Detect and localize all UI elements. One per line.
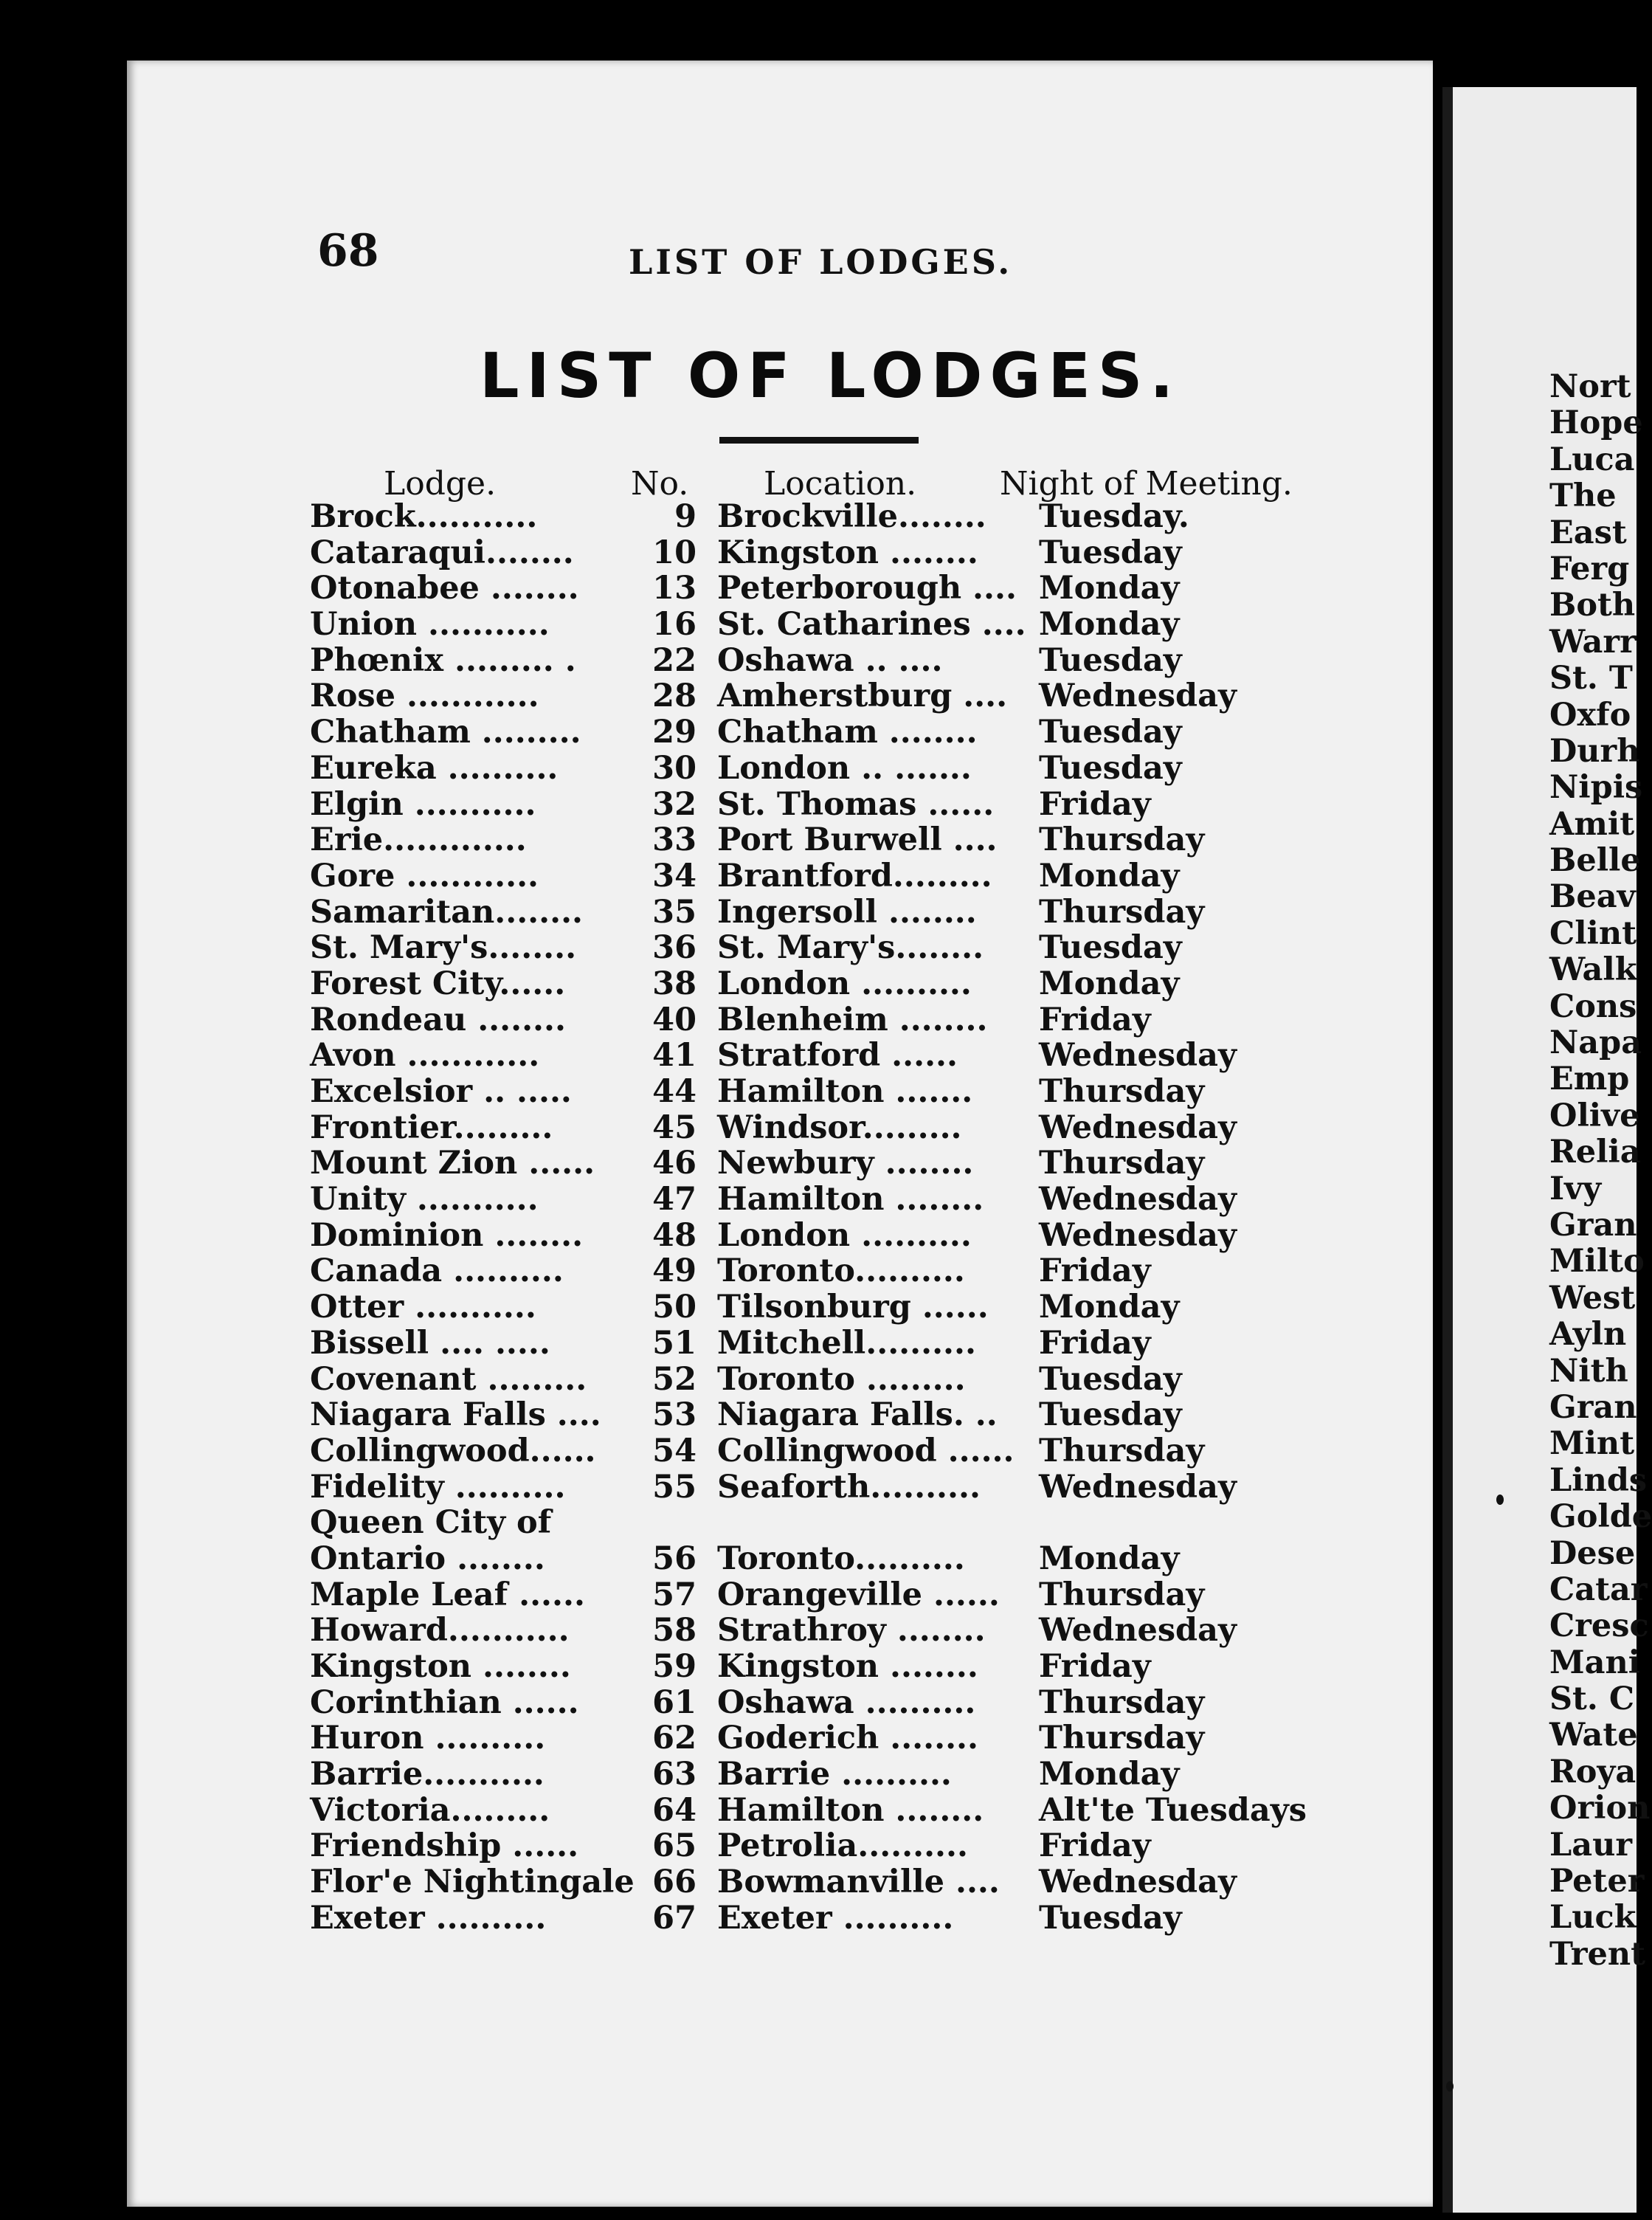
lodge-night: Friday: [1039, 1324, 1151, 1362]
title-rule: [719, 437, 919, 444]
lodge-night: Friday: [1039, 785, 1151, 823]
table-row: [0, 1002, 1433, 1038]
table-row: [0, 751, 1433, 787]
lodge-name: St. Mary's........: [310, 929, 577, 967]
lodge-night: Friday: [1039, 1648, 1151, 1686]
lodge-location: Newbury ........: [717, 1145, 974, 1182]
list-item: Catar: [1549, 1571, 1648, 1608]
lodge-name: Chatham .........: [310, 714, 581, 751]
lodge-name: Bissell .... .....: [310, 1324, 550, 1362]
lodge-night: Monday: [1039, 570, 1180, 607]
list-item: Cresc: [1549, 1607, 1649, 1645]
lodge-name: Dominion ........: [310, 1216, 584, 1254]
lodge-night: Monday: [1039, 1756, 1180, 1793]
lodge-name: Exeter ..........: [310, 1899, 547, 1937]
lodge-number: 61: [652, 1683, 697, 1721]
lodge-name: Excelsior .. .....: [310, 1073, 572, 1110]
lodge-name: Howard...........: [310, 1612, 570, 1650]
lodge-location: Chatham ........: [717, 714, 978, 751]
lodge-location: Hamilton .......: [717, 1073, 973, 1110]
lodge-name: Cataraqui........: [310, 534, 574, 571]
list-item: Ferg: [1549, 550, 1630, 587]
list-item: Napa: [1549, 1024, 1642, 1062]
lodge-name: Corinthian ......: [310, 1683, 579, 1721]
lodge-night: Tuesday.: [1039, 498, 1189, 535]
lodge-name: Barrie...........: [310, 1756, 545, 1793]
list-item: Relia: [1549, 1134, 1641, 1171]
lodge-night: Tuesday: [1039, 1899, 1182, 1937]
lodge-location: Brockville........: [717, 498, 986, 535]
table-row: [0, 1326, 1433, 1362]
table-row: [0, 1613, 1433, 1649]
lodge-location: Toronto .........: [717, 1360, 966, 1398]
lodge-night: Thursday: [1039, 821, 1205, 859]
lodge-name: Covenant .........: [310, 1360, 587, 1398]
list-item: Nort: [1549, 368, 1631, 405]
lodge-location: St. Mary's........: [717, 929, 984, 967]
ink-speck: [1496, 1495, 1504, 1505]
list-item: Nipis: [1549, 769, 1643, 807]
list-item: Peter: [1549, 1863, 1645, 1900]
ink-speck: [1446, 2081, 1454, 2092]
lodge-night: Tuesday: [1039, 929, 1182, 967]
lodge-night: Thursday: [1039, 1683, 1205, 1721]
list-item: Warr: [1549, 623, 1637, 661]
lodge-location: Oshawa ..........: [717, 1683, 976, 1721]
table-row: [0, 1469, 1433, 1506]
lodge-night: Wednesday: [1039, 678, 1237, 715]
lodge-name: Phœnix ......... .: [310, 641, 576, 679]
table-row: [0, 1038, 1433, 1074]
lodge-number: 13: [652, 570, 697, 607]
lodge-number: 65: [652, 1827, 697, 1865]
lodge-night: Wednesday: [1039, 1864, 1237, 1901]
lodge-name: Friendship ......: [310, 1827, 579, 1865]
lodge-number: 63: [652, 1756, 697, 1793]
lodge-number: 16: [652, 606, 697, 644]
lodge-number: 33: [652, 821, 697, 859]
lodge-number: 36: [652, 929, 697, 967]
list-item: Gran: [1549, 1206, 1637, 1244]
lodge-name: Mount Zion ......: [310, 1145, 595, 1182]
table-row: [0, 1110, 1433, 1146]
table-row: [0, 643, 1433, 679]
lodge-name: Otonabee ........: [310, 570, 579, 607]
list-item: Dese: [1549, 1534, 1636, 1572]
lodge-name: Elgin ...........: [310, 785, 536, 823]
lodge-number: 48: [652, 1216, 697, 1254]
table-row: [0, 535, 1433, 571]
facing-page-list: [1549, 369, 1652, 1973]
lodge-number: 45: [652, 1109, 697, 1146]
table-row: [0, 1864, 1433, 1900]
list-item: Golde: [1549, 1498, 1652, 1536]
lodge-number: 22: [652, 641, 697, 679]
lodge-location: Hamilton ........: [717, 1791, 984, 1829]
lodge-name: Gore ............: [310, 857, 539, 894]
list-item: Hope: [1549, 404, 1643, 442]
lodge-name: Rondeau ........: [310, 1001, 566, 1038]
lodge-location: St. Catharines ....: [717, 606, 1026, 644]
header-lodge: Lodge.: [384, 465, 497, 503]
lodge-location: London ..........: [717, 965, 972, 1002]
table-row: [0, 1253, 1433, 1289]
lodge-location: Collingwood ......: [717, 1432, 1015, 1469]
lodge-number: 41: [652, 1037, 697, 1075]
lodge-name: Erie.............: [310, 821, 527, 859]
list-item: Oxfo: [1549, 696, 1631, 734]
lodge-number: 32: [652, 785, 697, 823]
table-row: [0, 1362, 1433, 1398]
list-item: West: [1549, 1279, 1636, 1317]
list-item: Clint: [1549, 914, 1637, 952]
lodge-night: Tuesday: [1039, 714, 1182, 751]
list-item: Cons: [1549, 987, 1637, 1025]
lodge-location: Exeter ..........: [717, 1899, 954, 1937]
table-row: [0, 1505, 1433, 1576]
lodge-night: Monday: [1039, 857, 1180, 894]
page-title: LIST OF LODGES.: [480, 339, 1181, 412]
lodge-location: Tilsonburg ......: [717, 1289, 989, 1326]
lodge-name: Kingston ........: [310, 1648, 571, 1686]
lodge-location: Petrolia..........: [717, 1827, 968, 1865]
lodge-number: 67: [652, 1899, 697, 1937]
lodge-night: Monday: [1039, 1540, 1180, 1577]
table-row: [0, 1757, 1433, 1793]
list-item: Milto: [1549, 1243, 1645, 1280]
lodge-location: Strathroy ........: [717, 1612, 986, 1650]
lodge-night: Tuesday: [1039, 534, 1182, 571]
header-location: Location.: [764, 465, 917, 503]
lodge-night: Thursday: [1039, 893, 1205, 931]
table-row: [0, 1649, 1433, 1685]
lodge-night: Monday: [1039, 1289, 1180, 1326]
lodge-night: Wednesday: [1039, 1109, 1237, 1146]
table-row: [0, 1182, 1433, 1218]
lodge-number: 9: [674, 498, 697, 535]
lodge-location: Ingersoll ........: [717, 893, 977, 931]
lodge-night: Friday: [1039, 1827, 1151, 1865]
table-row: [0, 1577, 1433, 1613]
lodge-night: Tuesday: [1039, 1360, 1182, 1398]
lodge-location: Orangeville ......: [717, 1576, 1000, 1613]
lodge-location: Port Burwell ....: [717, 821, 998, 859]
list-item: Nith: [1549, 1352, 1628, 1390]
list-item: Walk: [1549, 951, 1637, 989]
table-row: [0, 1145, 1433, 1182]
lodge-location: Seaforth..........: [717, 1468, 981, 1506]
page-number: 68: [317, 225, 379, 277]
lodge-name: Maple Leaf ......: [310, 1576, 585, 1613]
lodge-location: Barrie ..........: [717, 1756, 952, 1793]
lodge-night: Thursday: [1039, 1073, 1205, 1110]
lodge-name: Huron ..........: [310, 1720, 546, 1757]
lodge-name: Fidelity ..........: [310, 1468, 566, 1506]
table-row: [0, 1900, 1433, 1937]
table-row: [0, 822, 1433, 858]
list-item: Trent: [1549, 1935, 1646, 1973]
list-item: The: [1549, 478, 1617, 515]
lodge-name: Unity ...........: [310, 1181, 539, 1218]
lodge-location: Toronto..........: [717, 1540, 965, 1577]
lodge-number: 38: [652, 965, 697, 1002]
lodge-number: 30: [652, 749, 697, 787]
list-item: Ayln: [1549, 1316, 1627, 1354]
lodge-night: Wednesday: [1039, 1216, 1237, 1254]
lodge-night: Wednesday: [1039, 1037, 1237, 1075]
list-item: Linds: [1549, 1461, 1648, 1499]
table-row: [0, 894, 1433, 931]
table-row: [0, 678, 1433, 714]
lodge-number: 46: [652, 1145, 697, 1182]
lodge-night: Thursday: [1039, 1432, 1205, 1469]
lodge-night: Wednesday: [1039, 1468, 1237, 1506]
lodge-name: Brock...........: [310, 498, 538, 535]
lodge-night: Monday: [1039, 965, 1180, 1002]
lodge-number: 51: [652, 1324, 697, 1362]
lodge-location: Bowmanville ....: [717, 1864, 1000, 1901]
lodge-name: Niagara Falls ....: [310, 1396, 601, 1434]
table-row: [0, 570, 1433, 607]
header-night: Night of Meeting.: [1000, 465, 1293, 503]
lodge-location: Stratford ......: [717, 1037, 958, 1075]
lodge-location: Oshawa .. ....: [717, 641, 943, 679]
table-row: [0, 930, 1433, 966]
lodge-location: London .. .......: [717, 749, 972, 787]
lodge-number: 35: [652, 893, 697, 931]
lodge-number: 10: [652, 534, 697, 571]
lodge-name: Victoria.........: [310, 1791, 550, 1829]
lodge-night: Thursday: [1039, 1720, 1205, 1757]
lodge-number: 55: [652, 1468, 697, 1506]
table-row: [0, 714, 1433, 751]
lodge-name: Flor'e Nightingale: [310, 1864, 635, 1901]
lodge-location: Amherstburg ....: [717, 678, 1008, 715]
lodge-number: 53: [652, 1396, 697, 1434]
lodge-name: Eureka ..........: [310, 749, 559, 787]
list-item: Ivy: [1549, 1170, 1602, 1207]
lodge-night: Alt'te Tuesdays: [1039, 1791, 1307, 1829]
list-item: East: [1549, 514, 1627, 551]
list-item: Laur: [1549, 1826, 1633, 1864]
lodge-name: Rose ............: [310, 678, 539, 715]
lodge-location: Hamilton ........: [717, 1181, 984, 1218]
lodge-number: 49: [652, 1252, 697, 1290]
list-item: Both: [1549, 587, 1636, 624]
lodge-night: Thursday: [1039, 1145, 1205, 1182]
list-item: Mani: [1549, 1644, 1641, 1681]
lodge-number: 62: [652, 1720, 697, 1757]
lodge-number: 54: [652, 1432, 697, 1469]
lodge-night: Tuesday: [1039, 749, 1182, 787]
lodge-night: Tuesday: [1039, 1396, 1182, 1434]
lodge-number: 29: [652, 714, 697, 751]
table-row: [0, 1685, 1433, 1721]
table-row: [0, 1433, 1433, 1469]
lodge-night: Tuesday: [1039, 641, 1182, 679]
lodge-name: Queen City of Ontario ........: [310, 1504, 552, 1577]
lodge-number: 56: [652, 1540, 697, 1577]
lodge-name: Union ...........: [310, 606, 550, 644]
table-row: [0, 1793, 1433, 1829]
table-row: [0, 858, 1433, 894]
list-item: Emp: [1549, 1061, 1630, 1098]
lodge-night: Friday: [1039, 1001, 1151, 1038]
list-item: Luca: [1549, 441, 1635, 478]
lodge-location: London ..........: [717, 1216, 972, 1254]
lodge-location: Kingston ........: [717, 1648, 978, 1686]
lodge-number: 47: [652, 1181, 697, 1218]
lodge-night: Wednesday: [1039, 1612, 1237, 1650]
list-item: Beav: [1549, 878, 1636, 916]
list-item: Luck: [1549, 1899, 1637, 1937]
table-row: [0, 1074, 1433, 1110]
lodge-name: Samaritan........: [310, 893, 584, 931]
list-item: St. C: [1549, 1680, 1635, 1718]
lodge-location: Goderich ........: [717, 1720, 978, 1757]
lodge-name: Canada ..........: [310, 1252, 564, 1290]
lodge-location: Brantford.........: [717, 857, 992, 894]
list-item: Olive: [1549, 1097, 1640, 1134]
lodge-location: Windsor.........: [717, 1109, 962, 1146]
lodge-location: Mitchell..........: [717, 1324, 976, 1362]
table-row: [0, 1720, 1433, 1757]
lodge-location: Peterborough ....: [717, 570, 1017, 607]
table-row: [0, 1397, 1433, 1433]
lodge-number: 28: [652, 678, 697, 715]
lodge-name: Collingwood......: [310, 1432, 596, 1469]
lodge-number: 57: [652, 1576, 697, 1613]
lodge-location: St. Thomas ......: [717, 785, 995, 823]
lodge-number: 34: [652, 857, 697, 894]
table-row: [0, 1828, 1433, 1864]
lodge-name: Forest City......: [310, 965, 566, 1002]
table-row: [0, 787, 1433, 823]
lodge-number: 58: [652, 1612, 697, 1650]
lodge-number: 64: [652, 1791, 697, 1829]
lodge-name: Otter ...........: [310, 1289, 536, 1326]
table-row: [0, 1218, 1433, 1254]
list-item: Gran: [1549, 1388, 1637, 1426]
lodge-name: Frontier.........: [310, 1109, 553, 1146]
lodge-name: Avon ............: [310, 1037, 540, 1075]
lodge-location: Blenheim ........: [717, 1001, 988, 1038]
lodge-location: Toronto..........: [717, 1252, 965, 1290]
lodge-location: Niagara Falls. ..: [717, 1396, 998, 1434]
list-item: Durh: [1549, 732, 1640, 770]
list-item: Wate: [1549, 1717, 1638, 1754]
lodge-night: Friday: [1039, 1252, 1151, 1290]
running-head: LIST OF LODGES.: [629, 242, 1013, 282]
list-item: Roya: [1549, 1753, 1637, 1790]
lodge-number: 44: [652, 1073, 697, 1110]
table-row: [0, 1289, 1433, 1326]
lodge-number: 66: [652, 1864, 697, 1901]
lodge-table: [0, 499, 1433, 1937]
list-item: Amit: [1549, 805, 1635, 843]
table-row: [0, 966, 1433, 1002]
list-item: Orion: [1549, 1790, 1651, 1827]
lodge-night: Wednesday: [1039, 1181, 1237, 1218]
header-no: No.: [631, 465, 689, 503]
table-row: [0, 499, 1433, 535]
lodge-number: 59: [652, 1648, 697, 1686]
lodge-number: 40: [652, 1001, 697, 1038]
list-item: Mint: [1549, 1425, 1635, 1463]
lodge-number: 50: [652, 1289, 697, 1326]
lodge-location: Kingston ........: [717, 534, 978, 571]
list-item: Belle: [1549, 842, 1641, 880]
lodge-night: Monday: [1039, 606, 1180, 644]
table-row: [0, 607, 1433, 643]
list-item: St. T: [1549, 660, 1633, 697]
lodge-night: Thursday: [1039, 1576, 1205, 1613]
lodge-number: 52: [652, 1360, 697, 1398]
